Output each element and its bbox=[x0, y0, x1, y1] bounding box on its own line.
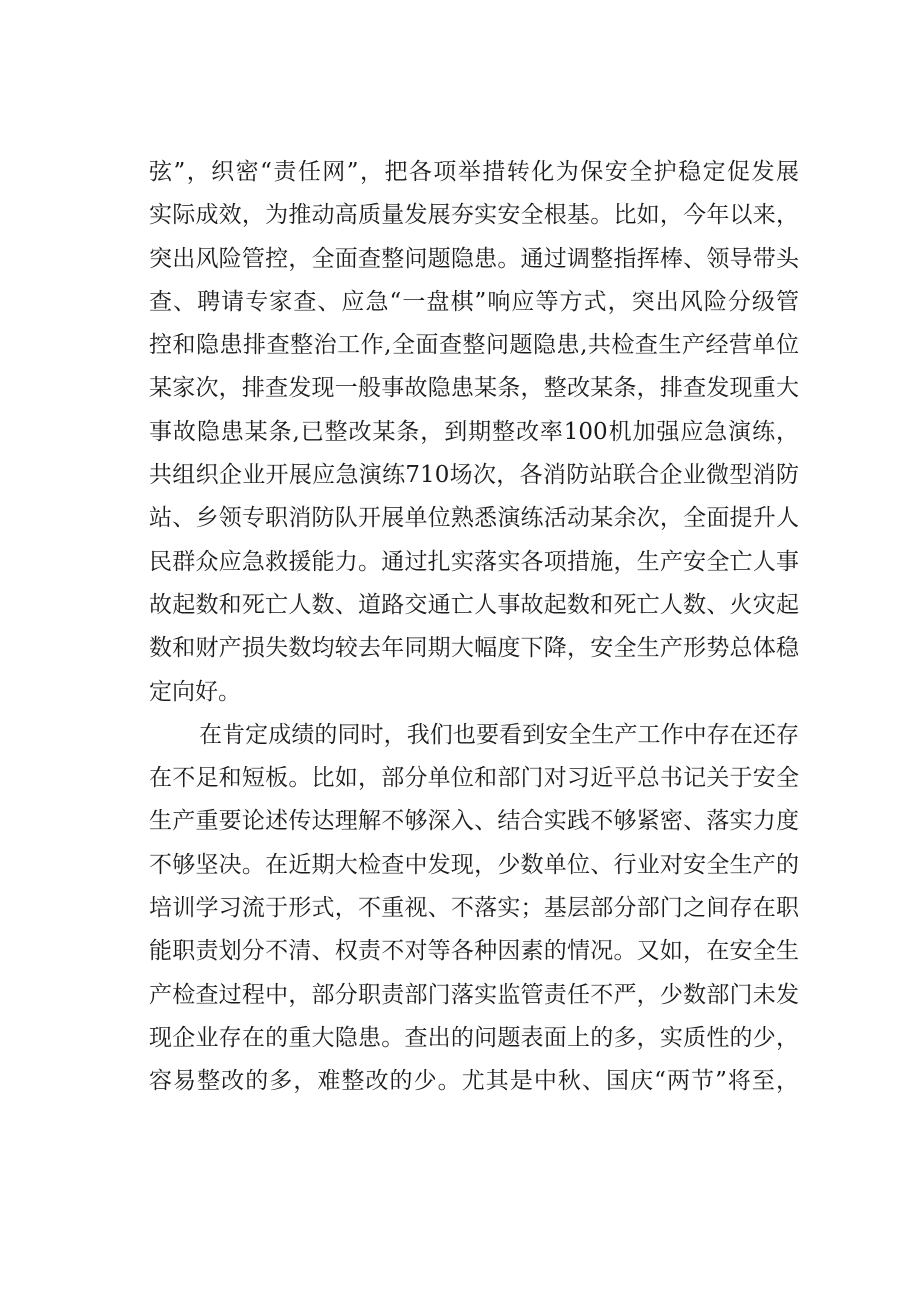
text-line: 故起数和死亡人数、道路交通亡人事故起数和死亡人数、火灾起 bbox=[149, 591, 799, 618]
text-line: 在肯定成绩的同时，我们也要看到安全生产工作中存在还存 bbox=[199, 721, 799, 748]
text-line: 民群众应急救援能力。通过扎实落实各项措施，生产安全亡人事 bbox=[149, 548, 799, 575]
text-line: 不够坚决。在近期大检查中发现，少数单位、行业对安全生产的 bbox=[149, 851, 799, 878]
text-line: 培训学习流于形式，不重视、不落实；基层部分部门之间存在职 bbox=[149, 895, 799, 922]
text-line: 实际成效，为推动高质量发展夯实安全根基。比如，今年以来， bbox=[149, 202, 799, 229]
text-line: 定向好。 bbox=[149, 678, 241, 705]
text-line: 事故隐患某条,已整改某条，到期整改率100机加强应急演练， bbox=[149, 418, 799, 445]
text-line: 某家次，排查发现一般事故隐患某条，整改某条，排查发现重大 bbox=[149, 375, 799, 402]
paragraph-1 bbox=[149, 151, 799, 714]
text-line: 查、聘请专家查、应急“一盘棋”响应等方式，突出风险分级管 bbox=[149, 288, 799, 315]
body-text bbox=[149, 151, 799, 1104]
text-line: 共组织企业开展应急演练710场次，各消防站联合企业微型消防 bbox=[149, 462, 799, 489]
text-line: 控和隐患排查整治工作,全面查整问题隐患,共检查生产经营单位 bbox=[149, 332, 799, 359]
text-line: 生产重要论述传达理解不够深入、结合实践不够紧密、落实力度 bbox=[149, 808, 799, 835]
text-line: 突出风险管控，全面查整问题隐患。通过调整指挥棒、领导带头 bbox=[149, 245, 799, 272]
text-line: 产检查过程中，部分职责部门落实监管责任不严，少数部门未发 bbox=[149, 981, 799, 1008]
text-line: 在不足和短板。比如，部分单位和部门对习近平总书记关于安全 bbox=[149, 765, 799, 792]
text-line: 现企业存在的重大隐患。查出的问题表面上的多，实质性的少， bbox=[149, 1024, 799, 1051]
paragraph-2 bbox=[149, 714, 799, 1104]
text-line: 站、乡领专职消防队开展单位熟悉演练活动某余次，全面提升人 bbox=[149, 505, 799, 532]
text-line: 能职责划分不清、权责不对等各种因素的情况。又如，在安全生 bbox=[149, 938, 799, 965]
text-line: 弦”，织密“责任网”，把各项举措转化为保安全护稳定促发展 bbox=[149, 159, 799, 185]
text-line: 数和财产损失数均较去年同期大幅度下降，安全生产形势总体稳 bbox=[149, 635, 799, 662]
text-line: 容易整改的多，难整改的少。尤其是中秋、国庆“两节”将至， bbox=[149, 1068, 799, 1095]
